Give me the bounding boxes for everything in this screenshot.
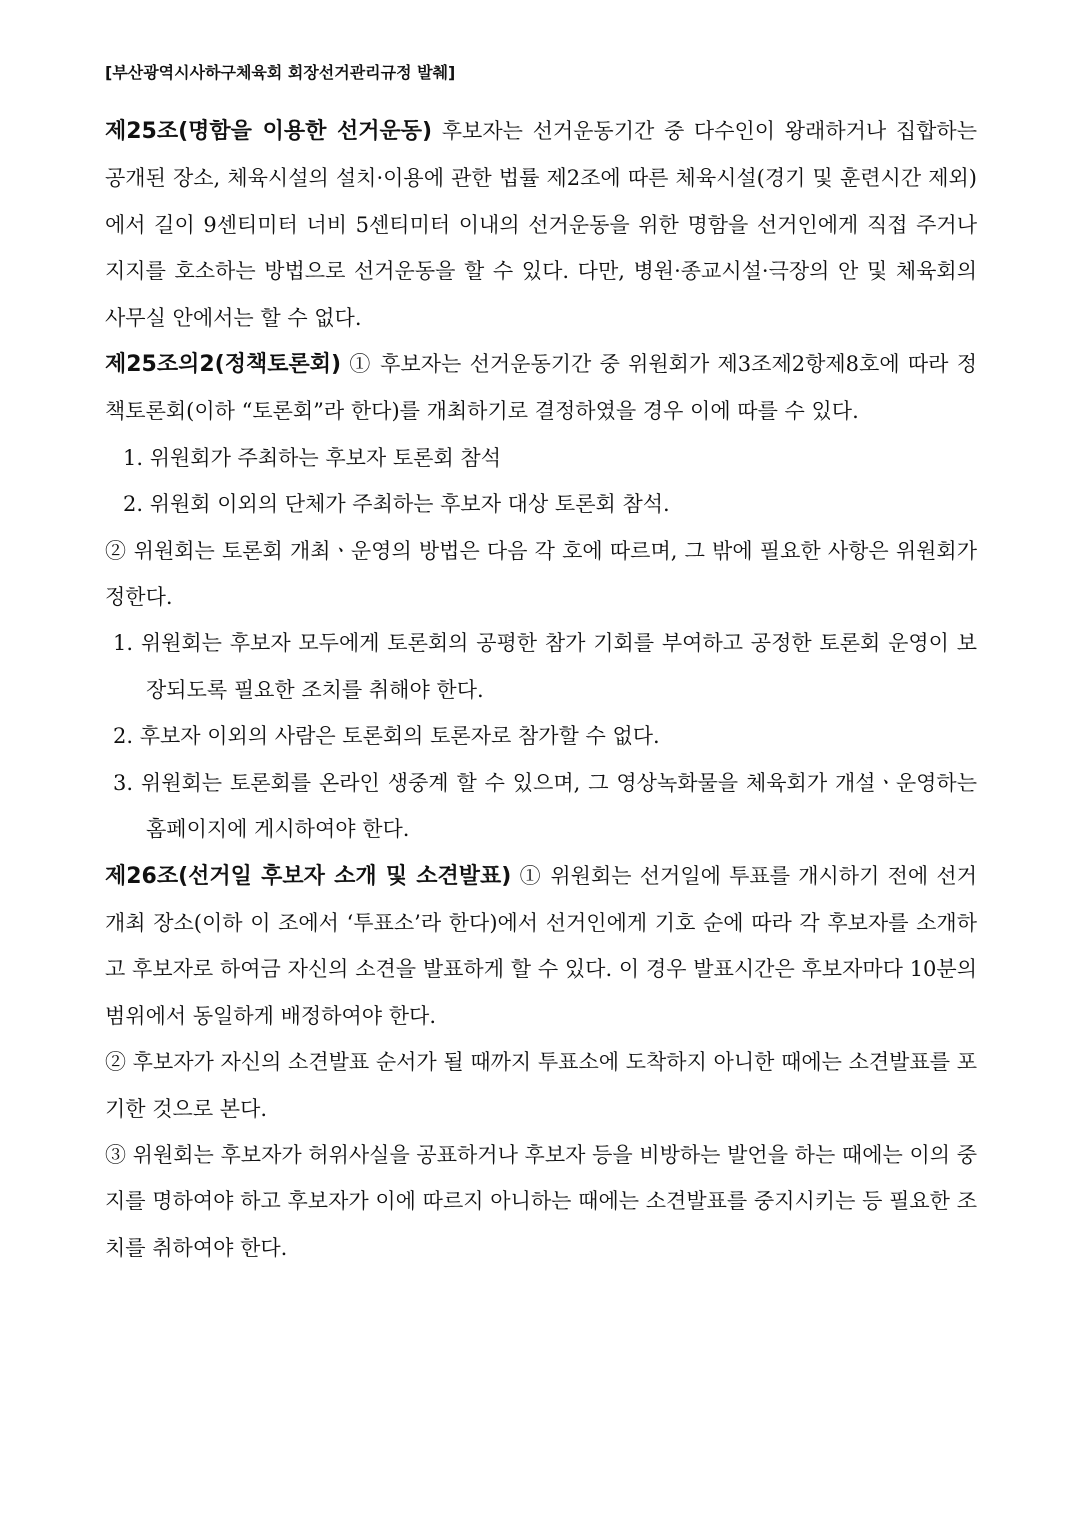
article-26 — [105, 853, 977, 1040]
article-25-2-subitem-1: 1. 위원회는 후보자 모두에게 토론회의 공평한 참가 기회를 부여하고 공정한 토론회 운영이 보장되도록 필요한 조치를 취해야 한다. — [113, 631, 977, 702]
article-25-2-item-2: 2. 위원회 이외의 단체가 주최하는 후보자 대상 토론회 참석. — [123, 492, 670, 517]
article-26-paragraph-3: ③ 위원회는 후보자가 허위사실을 공표하거나 후보자 등을 비방하는 발언을 하는 때에는 이의 중지를 명하여야 하고 후보자가 이에 따르지 아니하는 때에는 소견발표를 중지시키는 등 필요한 조치를 취하여야 한다. — [105, 1142, 977, 1260]
article-25 — [105, 108, 977, 341]
article-26-title: 제26조(선거일 후보자 소개 및 소견발표) — [105, 863, 512, 889]
article-25-2-title: 제25조의2(정책토론회) — [105, 352, 342, 378]
article-25-2-paragraph-2: ② 위원회는 토론회 개최ㆍ운영의 방법은 다음 각 호에 따르며, 그 밖에 필요한 사항은 위원회가 정한다. — [105, 538, 977, 610]
article-25-text: 후보자는 선거운동기간 중 다수인이 왕래하거나 집합하는 공개된 장소, 체육시설의 설치·이용에 관한 법률 제2조에 따른 체육시설(경기 및 훈련시간 제외)에서 길이 9센티미터 너비 5센티미터 이내의 선거운동을 위한 명함을 선거인에게 직접 주거나 지지를 호소하는 방법으로 선거운동을 할 수 있다. 다만, 병원·종교시설·극장의 안 및 체육회의 사무실 안에서는 할 수 없다. — [105, 119, 977, 330]
article-25-2-item-1: 1. 위원회가 주최하는 후보자 토론회 참석 — [123, 445, 501, 470]
article-26-text: ① 위원회는 선거일에 투표를 개시하기 전에 선거 개최 장소(이하 이 조에서 ‘투표소’라 한다)에서 선거인에게 기호 순에 따라 각 후보자를 소개하고 후보자로 하여금 자신의 소견을 발표하게 할 수 있다. 이 경우 발표시간은 후보자마다 10분의 범위에서 동일하게 배정하여야 한다. — [105, 863, 977, 1028]
document-header: [부산광역시사하구체육회 회장선거관리규정 발췌] — [105, 63, 456, 82]
article-25-title: 제25조(명함을 이용한 선거운동) — [105, 119, 433, 144]
article-25-2-subitem-2: 2. 후보자 이외의 사람은 토론회의 토론자로 참가할 수 없다. — [113, 724, 660, 749]
article-25-2 — [105, 341, 977, 435]
article-26-paragraph-2: ② 후보자가 자신의 소견발표 순서가 될 때까지 투표소에 도착하지 아니한 때에는 소견발표를 포기한 것으로 본다. — [105, 1050, 977, 1121]
document-body — [105, 108, 977, 1271]
article-25-2-subitem-3: 3. 위원회는 토론회를 온라인 생중계 할 수 있으며, 그 영상녹화물을 체육회가 개설ㆍ운영하는 홈페이지에 게시하여야 한다. — [113, 770, 977, 842]
article-25-2-text: ① 후보자는 선거운동기간 중 위원회가 제3조제2항제8호에 따라 정책토론회(이하 “토론회”라 한다)를 개최하기로 결정하였을 경우 이에 따를 수 있다. — [105, 352, 977, 424]
